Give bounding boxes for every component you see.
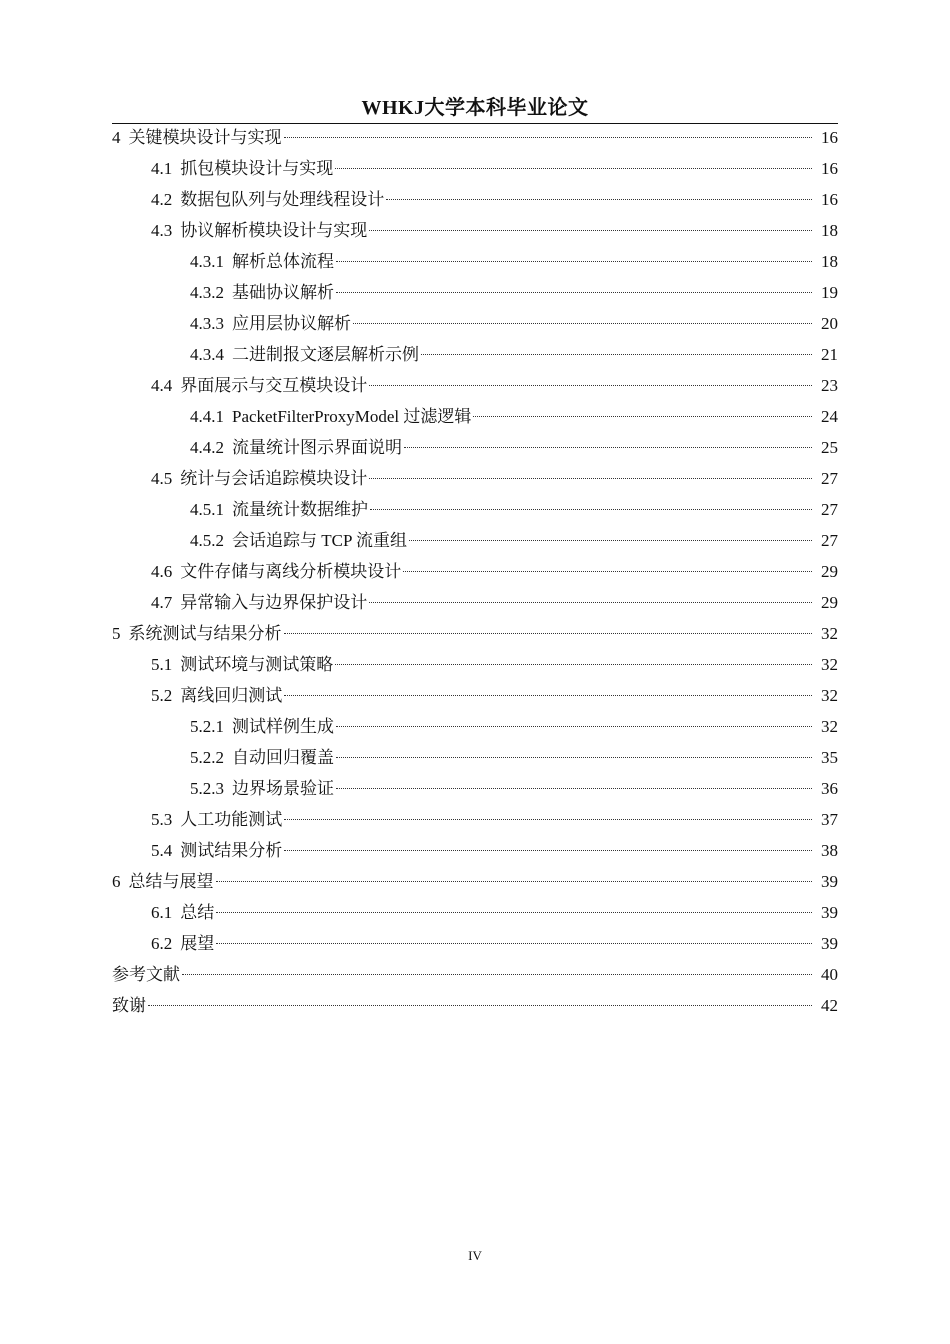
toc-entry-page: 39 xyxy=(821,872,838,891)
toc-entry-page: 24 xyxy=(821,407,838,426)
toc-entry-page: 36 xyxy=(821,779,838,798)
toc-entry-title: 展望 xyxy=(180,934,215,953)
toc-entry-page: 32 xyxy=(821,624,838,643)
toc-entry-title: 总结 xyxy=(180,903,215,922)
toc-entry[interactable] xyxy=(112,711,838,742)
toc-entry-title: 测试结果分析 xyxy=(180,841,283,860)
toc-entry[interactable] xyxy=(112,277,838,308)
toc-entry-number: 4.6 xyxy=(151,562,173,581)
toc-entry[interactable] xyxy=(112,246,838,277)
toc-dot-leader xyxy=(353,323,812,324)
toc-entry-title: 离线回归测试 xyxy=(180,686,283,705)
toc-entry-title: 协议解析模块设计与实现 xyxy=(180,221,368,240)
toc-entry-number: 4.4.2 xyxy=(190,438,224,457)
toc-entry-title: 测试环境与测试策略 xyxy=(180,655,334,674)
toc-entry-number: 5.3 xyxy=(151,810,173,829)
toc-entry[interactable] xyxy=(112,525,838,556)
toc-entry[interactable] xyxy=(112,866,838,897)
toc-entry-page: 42 xyxy=(821,996,838,1015)
toc-entry-number: 6.1 xyxy=(151,903,173,922)
toc-entry-number: 5.4 xyxy=(151,841,173,860)
toc-entry-page: 18 xyxy=(821,252,838,271)
toc-dot-leader xyxy=(473,416,812,417)
toc-entry-title: 测试样例生成 xyxy=(232,717,334,736)
toc-entry[interactable] xyxy=(112,339,838,370)
toc-entry-page: 27 xyxy=(821,500,838,519)
toc-dot-leader xyxy=(182,974,812,975)
toc-entry-page: 35 xyxy=(821,748,838,767)
table-of-contents xyxy=(112,122,838,1021)
toc-entry-page: 16 xyxy=(821,190,838,209)
toc-dot-leader xyxy=(370,509,812,510)
toc-entry[interactable] xyxy=(112,370,838,401)
toc-entry-page: 32 xyxy=(821,717,838,736)
toc-entry-number: 4.3.2 xyxy=(190,283,224,302)
toc-entry-page: 29 xyxy=(821,562,838,581)
toc-dot-leader xyxy=(404,447,812,448)
toc-entry-page: 21 xyxy=(821,345,838,364)
toc-entry[interactable] xyxy=(112,990,838,1021)
toc-dot-leader xyxy=(284,695,812,696)
toc-entry[interactable] xyxy=(112,401,838,432)
toc-entry-page: 18 xyxy=(821,221,838,240)
toc-dot-leader xyxy=(386,199,812,200)
toc-dot-leader xyxy=(336,757,812,758)
toc-entry-page: 25 xyxy=(821,438,838,457)
toc-entry[interactable] xyxy=(112,897,838,928)
toc-entry-title: 边界场景验证 xyxy=(232,779,334,798)
toc-dot-leader xyxy=(284,633,813,634)
toc-entry-title: 抓包模块设计与实现 xyxy=(180,159,334,178)
toc-entry-number: 4.1 xyxy=(151,159,173,178)
toc-dot-leader xyxy=(336,726,812,727)
toc-entry[interactable] xyxy=(112,432,838,463)
toc-entry-number: 5 xyxy=(112,624,121,643)
toc-entry-number: 4.3.4 xyxy=(190,345,224,364)
toc-entry-number: 4.4.1 xyxy=(190,407,224,426)
toc-entry-title: 总结与展望 xyxy=(128,872,214,891)
toc-dot-leader xyxy=(369,230,812,231)
toc-dot-leader xyxy=(335,168,812,169)
toc-entry[interactable] xyxy=(112,184,838,215)
toc-entry[interactable] xyxy=(112,773,838,804)
toc-entry-title: 流量统计数据维护 xyxy=(232,500,368,519)
toc-entry-title: 解析总体流程 xyxy=(232,252,334,271)
toc-entry-page: 32 xyxy=(821,655,838,674)
toc-entry-number: 4.5.1 xyxy=(190,500,224,519)
toc-dot-leader xyxy=(336,292,812,293)
page-number: IV xyxy=(468,1248,482,1263)
toc-dot-leader xyxy=(336,261,812,262)
toc-entry-number: 4.4 xyxy=(151,376,173,395)
toc-entry-number: 4.5 xyxy=(151,469,173,488)
toc-dot-leader xyxy=(369,478,812,479)
toc-entry-title: 二进制报文逐层解析示例 xyxy=(232,345,419,364)
toc-dot-leader xyxy=(216,881,813,882)
toc-entry-title: 自动回归覆盖 xyxy=(232,748,334,767)
toc-entry-page: 27 xyxy=(821,469,838,488)
toc-dot-leader xyxy=(284,850,812,851)
toc-entry-number: 4.3.3 xyxy=(190,314,224,333)
toc-entry-number: 5.2.3 xyxy=(190,779,224,798)
toc-entry-page: 19 xyxy=(821,283,838,302)
toc-dot-leader xyxy=(369,602,812,603)
toc-entry-title: 参考文献 xyxy=(112,965,180,984)
toc-entry-number: 4.5.2 xyxy=(190,531,224,550)
toc-entry-title: 应用层协议解析 xyxy=(232,314,351,333)
toc-entry-number: 5.1 xyxy=(151,655,173,674)
toc-entry[interactable] xyxy=(112,959,838,990)
toc-entry-page: 16 xyxy=(821,128,838,147)
toc-entry[interactable] xyxy=(112,835,838,866)
toc-entry-title: 统计与会话追踪模块设计 xyxy=(180,469,368,488)
toc-entry-title: 人工功能测试 xyxy=(180,810,283,829)
toc-entry[interactable] xyxy=(112,215,838,246)
toc-entry-title: PacketFilterProxyModel 过滤逻辑 xyxy=(232,407,472,426)
toc-entry-page: 37 xyxy=(821,810,838,829)
toc-dot-leader xyxy=(335,664,812,665)
toc-dot-leader xyxy=(284,819,812,820)
toc-entry-title: 系统测试与结果分析 xyxy=(128,624,282,643)
toc-entry-page: 39 xyxy=(821,903,838,922)
toc-entry-page: 38 xyxy=(821,841,838,860)
toc-dot-leader xyxy=(421,354,812,355)
toc-entry-number: 4.7 xyxy=(151,593,173,612)
toc-entry[interactable] xyxy=(112,618,838,649)
toc-dot-leader xyxy=(148,1005,812,1006)
toc-entry-title: 关键模块设计与实现 xyxy=(128,128,282,147)
toc-entry-page: 16 xyxy=(821,159,838,178)
toc-entry-page: 23 xyxy=(821,376,838,395)
toc-entry[interactable] xyxy=(112,494,838,525)
toc-entry-title: 流量统计图示界面说明 xyxy=(232,438,402,457)
toc-dot-leader xyxy=(403,571,812,572)
toc-entry[interactable] xyxy=(112,587,838,618)
toc-entry[interactable] xyxy=(112,804,838,835)
toc-entry-title: 基础协议解析 xyxy=(232,283,334,302)
toc-dot-leader xyxy=(216,912,812,913)
toc-entry-number: 5.2 xyxy=(151,686,173,705)
toc-entry-title: 致谢 xyxy=(112,996,146,1015)
toc-entry[interactable] xyxy=(112,556,838,587)
toc-entry-title: 数据包队列与处理线程设计 xyxy=(180,190,385,209)
toc-entry-page: 40 xyxy=(821,965,838,984)
toc-entry-number: 4 xyxy=(112,128,121,147)
toc-entry-title: 文件存储与离线分析模块设计 xyxy=(180,562,402,581)
toc-dot-leader xyxy=(369,385,812,386)
toc-dot-leader xyxy=(336,788,812,789)
toc-dot-leader xyxy=(409,540,812,541)
toc-entry-page: 27 xyxy=(821,531,838,550)
toc-entry-number: 4.2 xyxy=(151,190,173,209)
toc-entry[interactable] xyxy=(112,308,838,339)
toc-entry-number: 5.2.1 xyxy=(190,717,224,736)
toc-dot-leader xyxy=(284,137,813,138)
toc-entry-page: 39 xyxy=(821,934,838,953)
toc-entry-title: 会话追踪与 TCP 流重组 xyxy=(232,531,408,550)
toc-entry[interactable] xyxy=(112,928,838,959)
toc-entry[interactable] xyxy=(112,649,838,680)
toc-entry-number: 6.2 xyxy=(151,934,173,953)
toc-entry[interactable] xyxy=(112,153,838,184)
toc-entry[interactable] xyxy=(112,680,838,711)
page-header-title: WHKJ大学本科毕业论文 xyxy=(361,97,589,119)
toc-entry[interactable] xyxy=(112,463,838,494)
toc-entry-title: 异常输入与边界保护设计 xyxy=(180,593,368,612)
toc-entry[interactable] xyxy=(112,742,838,773)
toc-entry-number: 4.3 xyxy=(151,221,173,240)
toc-entry-number: 5.2.2 xyxy=(190,748,224,767)
toc-entry-page: 20 xyxy=(821,314,838,333)
toc-dot-leader xyxy=(216,943,812,944)
toc-entry[interactable] xyxy=(112,122,838,153)
toc-entry-page: 32 xyxy=(821,686,838,705)
toc-entry-number: 4.3.1 xyxy=(190,252,224,271)
toc-entry-title: 界面展示与交互模块设计 xyxy=(180,376,368,395)
toc-entry-number: 6 xyxy=(112,872,121,891)
toc-entry-page: 29 xyxy=(821,593,838,612)
